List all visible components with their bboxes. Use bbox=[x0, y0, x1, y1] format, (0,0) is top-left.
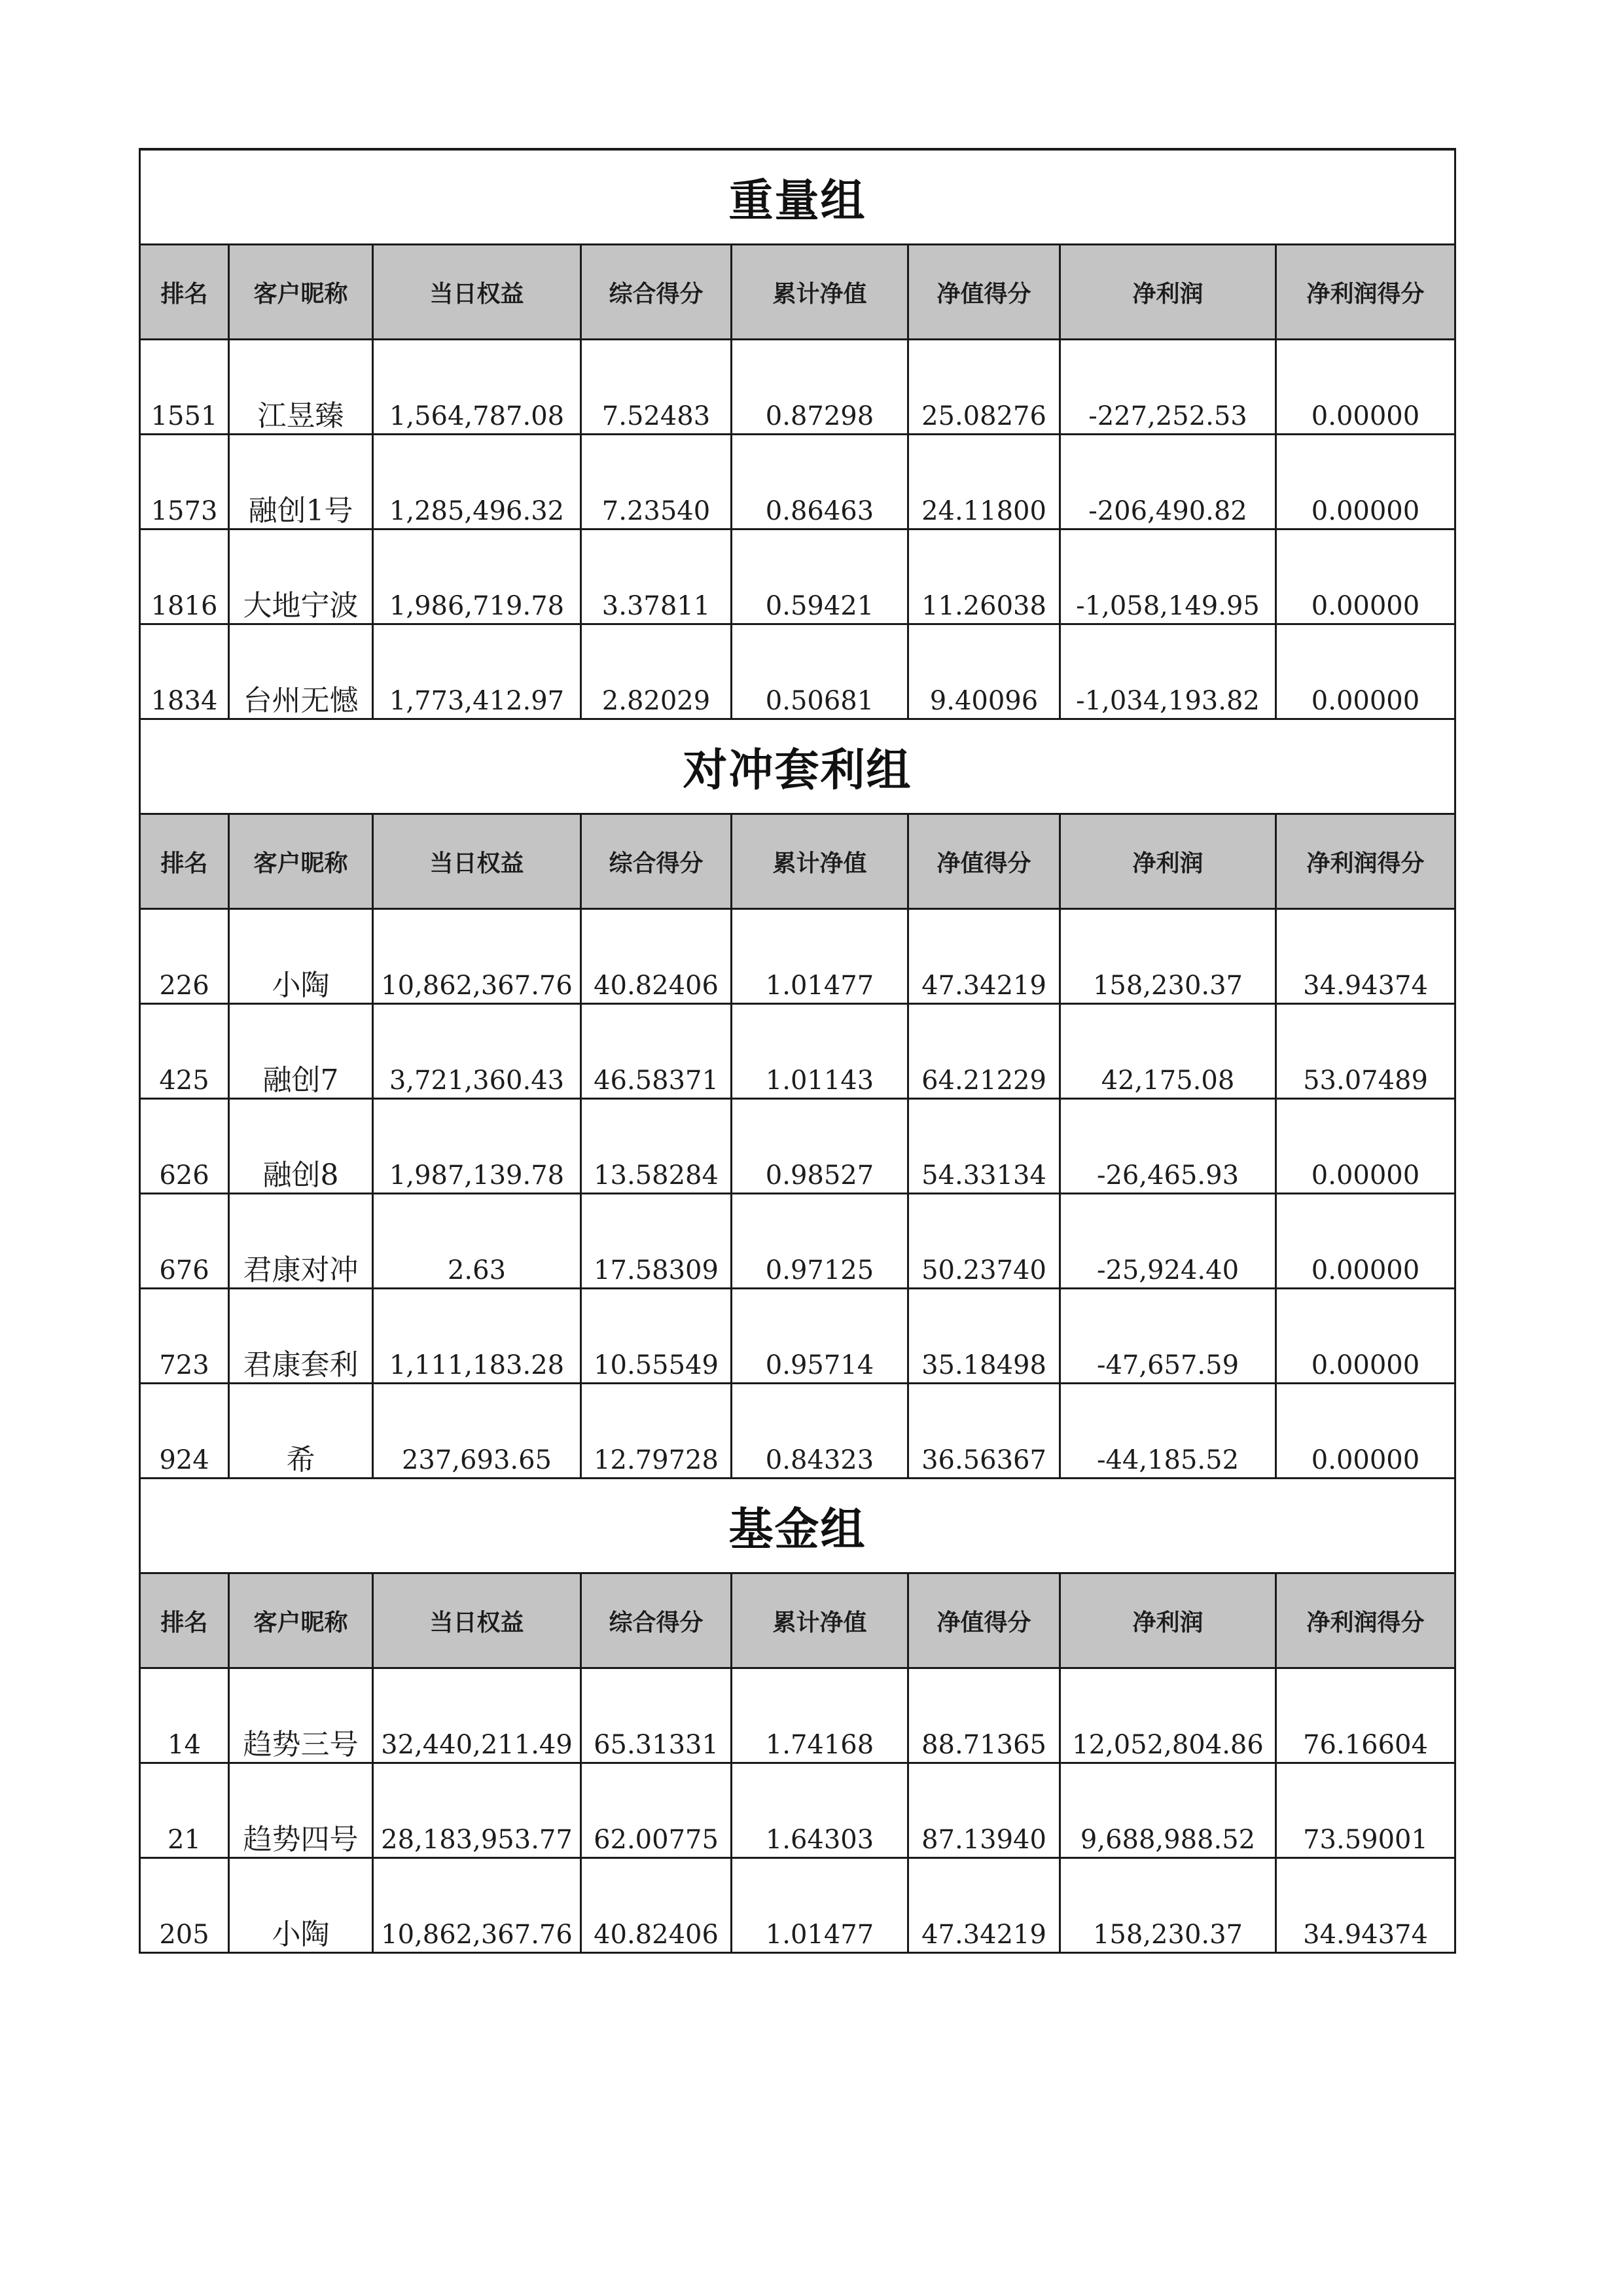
table-row bbox=[140, 1289, 1455, 1384]
column-header-net-profit-score: 净利润得分 bbox=[1276, 245, 1455, 340]
group-title: 重量组 bbox=[140, 149, 1455, 245]
cell-rank: 1816 bbox=[140, 529, 229, 624]
cell-net-profit-score: 73.59001 bbox=[1276, 1763, 1455, 1858]
column-header-daily-equity: 当日权益 bbox=[373, 245, 581, 340]
cell-daily-equity: 10,862,367.76 bbox=[373, 1858, 581, 1953]
cell-net-profit-score: 0.00000 bbox=[1276, 1289, 1455, 1384]
cell-net-profit-score: 76.16604 bbox=[1276, 1668, 1455, 1763]
column-header-net-profit-score: 净利润得分 bbox=[1276, 814, 1455, 909]
column-header-composite-score: 综合得分 bbox=[581, 1573, 732, 1668]
cell-rank: 205 bbox=[140, 1858, 229, 1953]
column-header-net-profit-score: 净利润得分 bbox=[1276, 1573, 1455, 1668]
cell-rank: 723 bbox=[140, 1289, 229, 1384]
cell-rank: 924 bbox=[140, 1384, 229, 1479]
cell-nav-score: 35.18498 bbox=[908, 1289, 1060, 1384]
cell-net-profit: -1,034,193.82 bbox=[1060, 624, 1276, 719]
cell-composite-score: 2.82029 bbox=[581, 624, 732, 719]
cell-nav-score: 25.08276 bbox=[908, 340, 1060, 435]
group-title: 基金组 bbox=[140, 1479, 1455, 1573]
cell-nav-score: 11.26038 bbox=[908, 529, 1060, 624]
table-row bbox=[140, 909, 1455, 1004]
cell-cumulative-nav: 1.01477 bbox=[732, 909, 908, 1004]
cell-cumulative-nav: 1.74168 bbox=[732, 1668, 908, 1763]
group-title-row bbox=[140, 149, 1455, 245]
cell-net-profit: -1,058,149.95 bbox=[1060, 529, 1276, 624]
cell-cumulative-nav: 0.59421 bbox=[732, 529, 908, 624]
cell-daily-equity: 1,111,183.28 bbox=[373, 1289, 581, 1384]
cell-composite-score: 40.82406 bbox=[581, 909, 732, 1004]
cell-composite-score: 12.79728 bbox=[581, 1384, 732, 1479]
cell-net-profit-score: 0.00000 bbox=[1276, 529, 1455, 624]
cell-net-profit-score: 34.94374 bbox=[1276, 1858, 1455, 1953]
cell-net-profit-score: 0.00000 bbox=[1276, 1384, 1455, 1479]
cell-nav-score: 88.71365 bbox=[908, 1668, 1060, 1763]
cell-rank: 676 bbox=[140, 1194, 229, 1289]
cell-cumulative-nav: 0.98527 bbox=[732, 1099, 908, 1194]
cell-composite-score: 62.00775 bbox=[581, 1763, 732, 1858]
cell-net-profit: 158,230.37 bbox=[1060, 909, 1276, 1004]
cell-client-nickname: 君康对冲 bbox=[229, 1194, 373, 1289]
cell-composite-score: 7.23540 bbox=[581, 435, 732, 529]
cell-rank: 14 bbox=[140, 1668, 229, 1763]
cell-cumulative-nav: 0.95714 bbox=[732, 1289, 908, 1384]
cell-composite-score: 10.55549 bbox=[581, 1289, 732, 1384]
cell-daily-equity: 32,440,211.49 bbox=[373, 1668, 581, 1763]
cell-client-nickname: 融创8 bbox=[229, 1099, 373, 1194]
cell-net-profit: -47,657.59 bbox=[1060, 1289, 1276, 1384]
cell-nav-score: 9.40096 bbox=[908, 624, 1060, 719]
column-header-client-nickname: 客户昵称 bbox=[229, 1573, 373, 1668]
cell-composite-score: 17.58309 bbox=[581, 1194, 732, 1289]
ranking-table bbox=[139, 148, 1456, 1954]
cell-client-nickname: 君康套利 bbox=[229, 1289, 373, 1384]
cell-client-nickname: 大地宁波 bbox=[229, 529, 373, 624]
cell-client-nickname: 希 bbox=[229, 1384, 373, 1479]
column-header-rank: 排名 bbox=[140, 1573, 229, 1668]
cell-daily-equity: 28,183,953.77 bbox=[373, 1763, 581, 1858]
column-header-nav-score: 净值得分 bbox=[908, 814, 1060, 909]
cell-cumulative-nav: 1.64303 bbox=[732, 1763, 908, 1858]
group-title-row bbox=[140, 1479, 1455, 1573]
cell-composite-score: 7.52483 bbox=[581, 340, 732, 435]
cell-net-profit-score: 0.00000 bbox=[1276, 1099, 1455, 1194]
cell-daily-equity: 10,862,367.76 bbox=[373, 909, 581, 1004]
column-header-net-profit: 净利润 bbox=[1060, 245, 1276, 340]
cell-nav-score: 47.34219 bbox=[908, 909, 1060, 1004]
cell-net-profit: 42,175.08 bbox=[1060, 1004, 1276, 1099]
cell-nav-score: 64.21229 bbox=[908, 1004, 1060, 1099]
cell-nav-score: 50.23740 bbox=[908, 1194, 1060, 1289]
column-header-nav-score: 净值得分 bbox=[908, 245, 1060, 340]
cell-client-nickname: 台州无憾 bbox=[229, 624, 373, 719]
column-header-rank: 排名 bbox=[140, 814, 229, 909]
table-row bbox=[140, 1194, 1455, 1289]
table-row bbox=[140, 1763, 1455, 1858]
group-title: 对冲套利组 bbox=[140, 719, 1455, 814]
cell-rank: 425 bbox=[140, 1004, 229, 1099]
cell-rank: 1834 bbox=[140, 624, 229, 719]
column-header-client-nickname: 客户昵称 bbox=[229, 245, 373, 340]
cell-composite-score: 65.31331 bbox=[581, 1668, 732, 1763]
column-header-row bbox=[140, 245, 1455, 340]
column-header-cumulative-nav: 累计净值 bbox=[732, 245, 908, 340]
cell-net-profit: -25,924.40 bbox=[1060, 1194, 1276, 1289]
cell-daily-equity: 1,773,412.97 bbox=[373, 624, 581, 719]
table-row bbox=[140, 1668, 1455, 1763]
table-row bbox=[140, 340, 1455, 435]
cell-cumulative-nav: 1.01477 bbox=[732, 1858, 908, 1953]
cell-net-profit: -44,185.52 bbox=[1060, 1384, 1276, 1479]
column-header-daily-equity: 当日权益 bbox=[373, 814, 581, 909]
cell-daily-equity: 2.63 bbox=[373, 1194, 581, 1289]
cell-net-profit: -26,465.93 bbox=[1060, 1099, 1276, 1194]
cell-rank: 226 bbox=[140, 909, 229, 1004]
cell-nav-score: 54.33134 bbox=[908, 1099, 1060, 1194]
cell-rank: 1551 bbox=[140, 340, 229, 435]
cell-rank: 21 bbox=[140, 1763, 229, 1858]
ranking-table-body bbox=[140, 149, 1455, 1953]
cell-cumulative-nav: 0.87298 bbox=[732, 340, 908, 435]
table-row bbox=[140, 435, 1455, 529]
cell-net-profit-score: 0.00000 bbox=[1276, 1194, 1455, 1289]
table-row bbox=[140, 1858, 1455, 1953]
cell-cumulative-nav: 0.86463 bbox=[732, 435, 908, 529]
cell-daily-equity: 1,986,719.78 bbox=[373, 529, 581, 624]
cell-composite-score: 46.58371 bbox=[581, 1004, 732, 1099]
cell-net-profit: -206,490.82 bbox=[1060, 435, 1276, 529]
cell-net-profit-score: 34.94374 bbox=[1276, 909, 1455, 1004]
cell-composite-score: 13.58284 bbox=[581, 1099, 732, 1194]
cell-net-profit: 9,688,988.52 bbox=[1060, 1763, 1276, 1858]
column-header-daily-equity: 当日权益 bbox=[373, 1573, 581, 1668]
cell-client-nickname: 趋势四号 bbox=[229, 1763, 373, 1858]
cell-composite-score: 3.37811 bbox=[581, 529, 732, 624]
cell-net-profit-score: 0.00000 bbox=[1276, 624, 1455, 719]
cell-net-profit: 12,052,804.86 bbox=[1060, 1668, 1276, 1763]
column-header-net-profit: 净利润 bbox=[1060, 1573, 1276, 1668]
cell-nav-score: 87.13940 bbox=[908, 1763, 1060, 1858]
cell-nav-score: 24.11800 bbox=[908, 435, 1060, 529]
column-header-row bbox=[140, 814, 1455, 909]
cell-daily-equity: 1,987,139.78 bbox=[373, 1099, 581, 1194]
cell-nav-score: 36.56367 bbox=[908, 1384, 1060, 1479]
cell-client-nickname: 融创7 bbox=[229, 1004, 373, 1099]
cell-net-profit-score: 0.00000 bbox=[1276, 435, 1455, 529]
table-row bbox=[140, 1004, 1455, 1099]
cell-rank: 626 bbox=[140, 1099, 229, 1194]
cell-net-profit: 158,230.37 bbox=[1060, 1858, 1276, 1953]
table-row bbox=[140, 529, 1455, 624]
column-header-composite-score: 综合得分 bbox=[581, 814, 732, 909]
column-header-net-profit: 净利润 bbox=[1060, 814, 1276, 909]
cell-rank: 1573 bbox=[140, 435, 229, 529]
cell-client-nickname: 江昱臻 bbox=[229, 340, 373, 435]
cell-cumulative-nav: 1.01143 bbox=[732, 1004, 908, 1099]
column-header-cumulative-nav: 累计净值 bbox=[732, 814, 908, 909]
cell-net-profit-score: 53.07489 bbox=[1276, 1004, 1455, 1099]
column-header-nav-score: 净值得分 bbox=[908, 1573, 1060, 1668]
cell-cumulative-nav: 0.84323 bbox=[732, 1384, 908, 1479]
table-row bbox=[140, 1384, 1455, 1479]
cell-client-nickname: 趋势三号 bbox=[229, 1668, 373, 1763]
cell-daily-equity: 3,721,360.43 bbox=[373, 1004, 581, 1099]
cell-net-profit-score: 0.00000 bbox=[1276, 340, 1455, 435]
cell-composite-score: 40.82406 bbox=[581, 1858, 732, 1953]
column-header-composite-score: 综合得分 bbox=[581, 245, 732, 340]
cell-net-profit: -227,252.53 bbox=[1060, 340, 1276, 435]
table-row bbox=[140, 1099, 1455, 1194]
cell-daily-equity: 1,285,496.32 bbox=[373, 435, 581, 529]
cell-cumulative-nav: 0.50681 bbox=[732, 624, 908, 719]
column-header-client-nickname: 客户昵称 bbox=[229, 814, 373, 909]
cell-cumulative-nav: 0.97125 bbox=[732, 1194, 908, 1289]
cell-daily-equity: 1,564,787.08 bbox=[373, 340, 581, 435]
cell-client-nickname: 融创1号 bbox=[229, 435, 373, 529]
column-header-cumulative-nav: 累计净值 bbox=[732, 1573, 908, 1668]
cell-client-nickname: 小陶 bbox=[229, 1858, 373, 1953]
cell-daily-equity: 237,693.65 bbox=[373, 1384, 581, 1479]
group-title-row bbox=[140, 719, 1455, 814]
cell-nav-score: 47.34219 bbox=[908, 1858, 1060, 1953]
table-row bbox=[140, 624, 1455, 719]
column-header-row bbox=[140, 1573, 1455, 1668]
cell-client-nickname: 小陶 bbox=[229, 909, 373, 1004]
column-header-rank: 排名 bbox=[140, 245, 229, 340]
